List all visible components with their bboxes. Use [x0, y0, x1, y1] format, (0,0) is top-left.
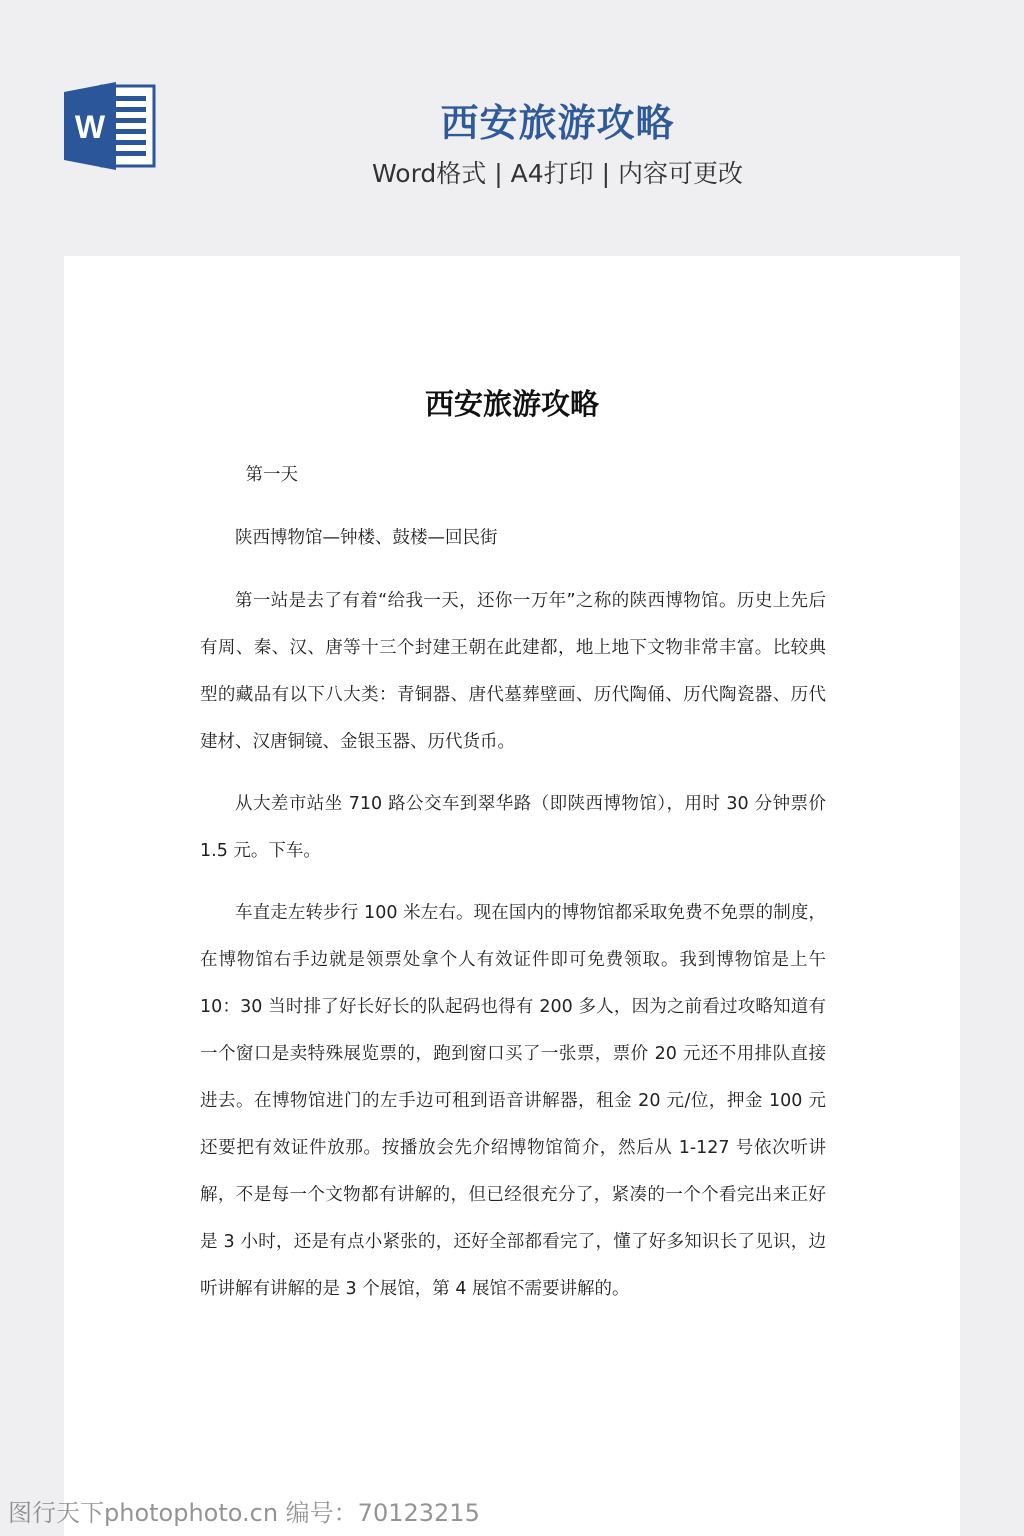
header-subtitle: Word格式 | A4打印 | 内容可更改 — [372, 159, 743, 188]
document-title: 西安旅游攻略 — [424, 387, 599, 421]
paragraph-route: 陕西博物馆—钟楼、鼓楼—回民街 — [235, 528, 498, 548]
header-title: 西安旅游攻略 — [440, 101, 675, 145]
paragraph-visit: 车直走左转步行 100 米左右。现在国内的博物馆都采取免费不免票的制度，在博物馆右手边就是领票处拿个人有效证件即可免费领取。我到博物馆是上午 10：30 当时排了好长好长的队起码也得有 200 多人，因为之前看过攻略知道有一个窗口是卖特殊展览票的，跑到窗口买了一张票，票价 20 元还不用排队直接进去。在博物馆进门的左手边可租到语音讲解器，租金 20 元/位，押金 100 元还要把有效证件放那。按播放会先介绍博物馆简介，然后从 1-127 号依次听讲解，不是每一个文物都有讲解的，但已经很充分了，紧凑的一个个看完出来正好是 3 小时，还是有点小紧张的，还好全部都看完了，懂了好多知识长了见识，边听讲解有讲解的是 3 个展馆，第 4 展馆不需要讲解的。 — [200, 903, 826, 1299]
svg-text:W: W — [74, 109, 106, 145]
paragraph-transport: 从大差市站坐 710 路公交车到翠华路（即陕西博物馆），用时 30 分钟票价 1.5 元。下车。 — [200, 794, 826, 861]
document-body — [200, 452, 826, 1328]
page-header — [0, 0, 1024, 250]
word-document-icon — [64, 82, 156, 170]
paragraph-day: 第一天 — [245, 465, 298, 485]
watermark: 图行天下photophoto.cn 编号：70123215 — [8, 1499, 480, 1527]
document-page — [64, 256, 960, 1536]
paragraph-intro: 第一站是去了有着“给我一天，还你一万年”之称的陕西博物馆。历史上先后有周、秦、汉、唐等十三个封建王朝在此建都，地上地下文物非常丰富。比较典型的藏品有以下八大类：青铜器、唐代墓葬壁画、历代陶俑、历代陶瓷器、历代建材、汉唐铜镜、金银玉器、历代货币。 — [200, 591, 826, 752]
